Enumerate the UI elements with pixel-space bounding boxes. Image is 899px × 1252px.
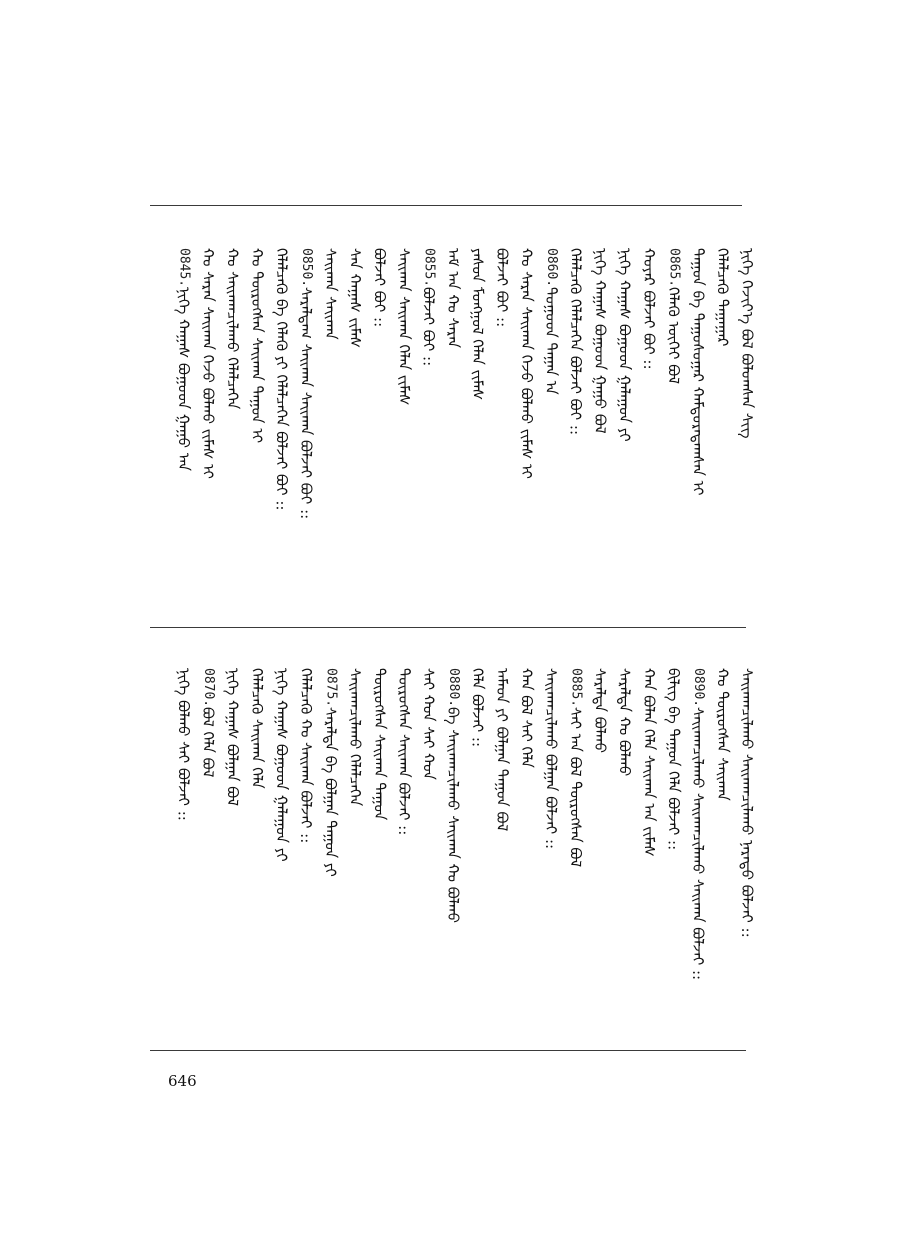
- verse-line: ᠬᠡᠯᠡ ᠪᠣᠯᠵᠠᠢ ::: [468, 668, 487, 747]
- bottom-text-block: [150, 668, 756, 1028]
- verse-line: ᠰᠠᠷᠠᠯᠳᠠᠭ ᠰᠠᠢᠬᠠᠨ ᠰᠠᠢᠬᠠᠨ ᠪᠣᠯᠵᠠᠢ ᠪᠤᠢ ::: [297, 287, 315, 520]
- verse-line: ᠨᠢᠭᠡ ᠬᠡᠵᠢᠶ᠎ᠡ ᠪᠣᠯ ᠪᠣᠯᠤᠭᠰᠠᠨ ᠰᠢᠭ: [738, 248, 756, 439]
- page-number: 646: [168, 1072, 197, 1090]
- verse-line: ᠪᠠ ᠰᠠᠢᠬᠠᠨᠴᠢᠯᠠᠬᠤ ᠰᠠᠢᠬᠠᠨ ᠬᠣ ᠪᠣᠯᠬᠤ: [444, 707, 462, 924]
- verse-line: ᠰᠠᠷᠠᠯᠳᠠ ᠪᠣᠯᠬᠤ: [591, 668, 609, 754]
- text-column: [165, 248, 193, 668]
- verse-line: ᠲᠦᠷᠦᠭᠰᠡᠨ ᠰᠠᠢᠬᠠᠨ ᠪᠣᠯᠵᠠᠢ ::: [395, 668, 413, 836]
- verse-line: ᠰᠠᠢ ᠠᠨ ᠪᠣᠯ ᠲᠦᠷᠦᠭᠰᠡᠨ ᠪᠣᠯ: [566, 707, 585, 868]
- verse-line: ᠨᠢᠭᠡ ᠬᠠᠭᠠᠰ ᠪᠤᠭᠤᠳ ᠭᠠᠯᠠᠭᠤᠨ ᠶᠢ: [272, 668, 291, 862]
- line-number: 0880.: [446, 668, 461, 708]
- top-rule: [150, 205, 742, 206]
- line-number: 0870.: [201, 668, 216, 708]
- verse-line: ᠨᠢᠭᠡ ᠬᠠᠭᠠᠰ ᠪᠤᠭᠤᠳ ᠭᠠᠭᠤ ᠠᠨ: [174, 287, 193, 472]
- verse-line: ᠰᠠᠨ ᠬᠠᠭᠠᠰ ᠵᠢᠮᠡᠰ: [346, 248, 364, 349]
- line-number: 0850.: [299, 248, 314, 288]
- verse-line: ᠠᠮ ᠠᠨ ᠬᠣ ᠰᠠᠷᠠᠨ: [444, 248, 462, 349]
- verse-line: ᠪᠣᠯᠵᠠᠢ ᠪᠤᠢ ::: [493, 248, 511, 328]
- verse-line: ᠪᠣᠯᠵᠠᠢ ᠪᠤᠢ ::: [370, 248, 389, 328]
- verse-line: ᠰᠠᠢᠬᠠᠨᠴᠢᠯᠠᠬᠤ ᠰᠠᠢᠬᠠᠨᠴᠢᠯᠠᠬᠤ ᠨᠡᠷᠡᠲᠦ ᠪᠣᠯᠵᠠᠢ ::: [738, 668, 756, 938]
- verse-line: ᠰᠠᠢᠬᠠᠨᠴᠢᠯᠠᠬᠤ ᠬᠡᠯᠡᠯᠴᠡᠭᠡᠨ: [346, 668, 364, 807]
- verse-line: ᠬᠣ ᠲᠦᠷᠦᠭᠰᠡᠨ ᠰᠠᠢᠬᠠᠨ: [713, 668, 732, 801]
- verse-line: ᠨᠢᠭᠡ ᠪᠣᠯᠬᠤ ᠰᠠᠢ ᠪᠣᠯᠵᠠᠢ ::: [174, 668, 193, 821]
- verse-line: ᠬᠠᠨ ᠪᠣᠯ ᠰᠠᠢ ᠬᠡᠯᠡ: [517, 668, 536, 768]
- verse-line: ᠰᠠᠢᠬᠠᠨᠴᠢᠯᠠᠬᠤ ᠰᠠᠢᠬᠠᠨᠴᠢᠯᠠᠬᠤ ᠰᠠᠢᠬᠠᠨ ᠪᠣᠯᠵᠠᠢ ::: [689, 707, 707, 981]
- top-text-block: [150, 248, 756, 608]
- verse-line: ᠰᠠᠷᠠᠯᠳᠠ ᠬᠣ ᠪᠣᠯᠬᠤ: [615, 668, 634, 777]
- verse-line: ᠬᠣ ᠰᠠᠷᠠᠨ ᠰᠠᠢᠬᠠᠨ ᠭᠡᠵᠦ ᠪᠣᠯᠬᠤ ᠵᠢᠮᠡᠰ ᠢ: [517, 248, 536, 479]
- line-number: 0845.: [176, 248, 192, 288]
- verse-line: ᠬᠡᠯᠡᠯᠴᠡᠬᠦ ᠰᠠᠢᠬᠠᠨ ᠬᠡᠯᠡ: [248, 668, 266, 789]
- verse-line: ᠰᠠᠢᠬᠠᠨ ᠰᠠᠢᠬᠠᠨ: [321, 248, 340, 340]
- line-number: 0875.: [323, 668, 339, 708]
- verse-line: ᠰᠠᠷᠠᠯᠳᠠ ᠪᠠ ᠪᠣᠯᠭᠠᠨ ᠳᠠᠭᠤᠨ ᠶᠢ: [321, 707, 340, 877]
- verse-line: ᠠᠮᠠᠳ ᠶᠢ ᠪᠣᠯᠭᠠᠨ ᠳᠠᠭᠤᠨ ᠪᠣᠯ: [493, 668, 511, 832]
- verse-line: ᠬᠡᠯᠡᠯᠴᠡᠬᠦ ᠪᠠ ᠬᠡᠯᠡᠬᠦ ᠶᠢ ᠬᠡᠯᠡᠯᠴᠡᠭᠡᠨ ᠪᠣᠯᠵᠠᠢ ᠪᠤᠢ ::: [272, 248, 291, 511]
- verse-line: ᠬᠣ ᠰᠠᠷᠠᠨ ᠰᠠᠢᠬᠠᠨ ᠭᠡᠵᠦ ᠪᠣᠯᠬᠤ ᠵᠢᠮᠡᠰ ᠢ: [199, 248, 217, 479]
- verse-line: ᠬᠣᠶᠠᠷ ᠪᠣᠯᠵᠠᠢ ᠪᠤᠢ ::: [640, 248, 658, 370]
- verse-line: ᠳᠠᠭᠤᠨ ᠪᠠ ᠳᠠᠭᠤᠰᠤᠭᠠᠷ ᠬᠠᠮᠲᠤᠷᠠᠳᠠᠭᠰᠠᠨ ᠢ: [689, 248, 707, 496]
- verse-line: ᠬᠡᠯᠡᠯᠴᠡᠬᠦ ᠬᠡᠯᠡᠯᠴᠡᠭᠡᠨ ᠪᠣᠯᠵᠠᠢ ᠪᠤᠢ ::: [566, 248, 585, 435]
- verse-line: ᠨᠢᠭᠡ ᠬᠠᠭᠠᠰ ᠪᠤᠭᠤᠳ ᠭᠠᠯᠠᠭᠤᠨ ᠶᠢ: [615, 248, 634, 442]
- line-number: 0885.: [568, 668, 584, 708]
- line-number: 0860.: [544, 248, 559, 288]
- verse-line: ᠬᠠᠨ ᠪᠣᠯᠠᠨ ᠬᠡᠯᠡ ᠰᠠᠢᠬᠠᠨ ᠠᠨ ᠵᠢᠮᠡᠰ: [640, 668, 658, 857]
- verse-line: ᠰᠠᠢ ᠬᠣᠨ ᠰᠠᠢ ᠬᠣᠨ: [419, 668, 438, 780]
- line-number: 0855.: [421, 248, 437, 288]
- line-number: 0865.: [666, 248, 682, 288]
- verse-line: ᠬᠣ ᠰᠠᠢᠬᠠᠨᠴᠢᠯᠠᠬᠤ ᠬᠡᠯᠡᠯᠴᠡᠭᠡᠨ: [223, 248, 242, 410]
- verse-line: ᠰᠠᠢᠬᠠᠨ ᠰᠠᠢᠬᠠᠨ ᠬᠡᠯᠡᠨ ᠵᠢᠮᠡᠰ: [395, 248, 413, 406]
- verse-line: ᠪᠣᠯ ᠬᠡᠯᠡ ᠪᠣᠯ: [199, 707, 217, 778]
- verse-line: ᠬᠡᠯᠡᠯᠴᠡᠬᠦ ᠬᠣ ᠰᠠᠢᠬᠠᠨ ᠪᠣᠯᠵᠠᠢ ::: [297, 668, 315, 844]
- verse-line: ᠪᠣᠯᠵᠠᠢ ᠪᠤᠢ ::: [419, 287, 438, 367]
- verse-line: ᠨᠢᠭᠡ ᠬᠠᠭᠠᠰ ᠪᠤᠭᠤᠳ ᠭᠠᠭᠤ ᠪᠣᠯ: [591, 248, 609, 434]
- verse-line: ᠪᠢᠯᠢᠭ ᠪᠠ ᠳᠠᠭᠤᠨ ᠬᠡᠯᠡ ᠪᠣᠯᠵᠠᠢ ::: [664, 668, 683, 851]
- verse-line: ᠰᠠᠢᠬᠠᠨᠴᠢᠯᠠᠬᠤ ᠪᠣᠯᠭᠠᠨ ᠪᠣᠯᠵᠠᠢ ::: [542, 668, 560, 850]
- verse-line: ᠬᠡᠯᠡᠯᠴᠡᠬᠦ ᠳᠠᠭᠠᠭᠠᠷ: [713, 248, 732, 347]
- verse-line: ᠨᠢᠭᠡ ᠬᠠᠭᠠᠰ ᠪᠣᠯᠭᠠᠨ ᠪᠣᠯ: [223, 668, 242, 807]
- verse-line: ᠬᠣ ᠲᠦᠷᠦᠭᠰᠡᠨ ᠰᠠᠢᠬᠠᠨ ᠳᠠᠭᠤᠨ ᠢ: [248, 248, 266, 444]
- line-number: 0890.: [691, 668, 706, 708]
- verse-line: ᠬᠡᠯᠡᠬᠦ ᠦᠭᠡᠢ ᠪᠣᠯ: [664, 287, 683, 385]
- verse-line: ᠲᠣᠭᠣᠳ ᠳᠠᠭᠠᠨ ᠠ: [542, 287, 560, 395]
- text-column: [165, 668, 193, 1088]
- verse-line: ᠶᠠᠰᠤᠨ ᠮᠣᠩᠭᠣᠯ ᠬᠡᠯᠡᠨ ᠵᠢᠮᠡᠰ: [468, 248, 487, 401]
- verse-line: ᠲᠦᠷᠦᠭᠰᠡᠨ ᠰᠠᠢᠬᠠᠨ ᠳᠠᠭᠤᠨ: [370, 668, 389, 821]
